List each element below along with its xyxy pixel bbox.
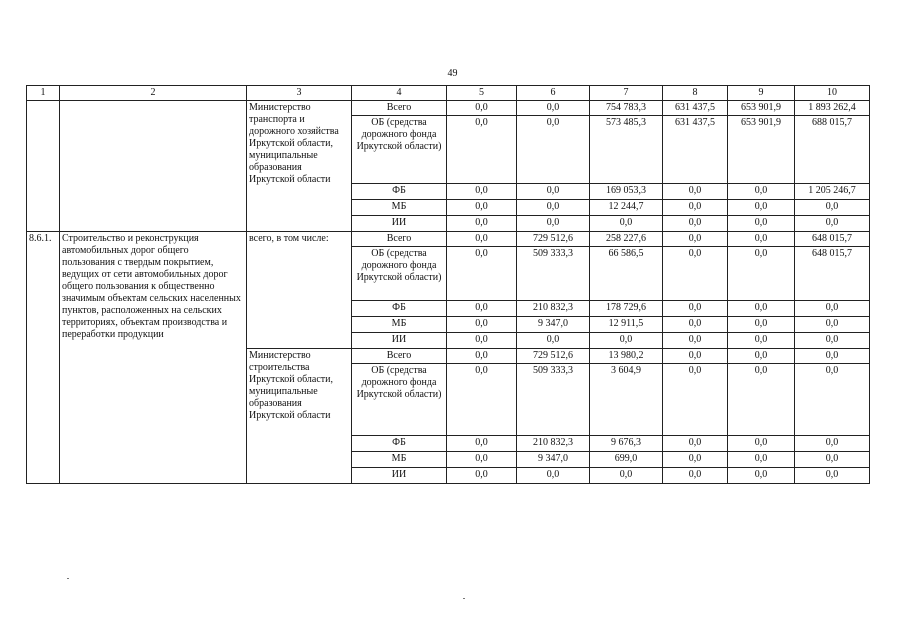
value-cell: 0,0 xyxy=(447,184,517,200)
value-cell: 0,0 xyxy=(795,301,870,317)
value-cell: 0,0 xyxy=(663,436,728,452)
value-cell: 0,0 xyxy=(795,333,870,349)
value-cell: 631 437,5 xyxy=(663,116,728,184)
value-cell: 0,0 xyxy=(795,468,870,484)
value-cell: 0,0 xyxy=(447,101,517,116)
value-cell: 0,0 xyxy=(447,116,517,184)
value-cell: 0,0 xyxy=(447,317,517,333)
value-cell: 0,0 xyxy=(728,301,795,317)
value-cell: 0,0 xyxy=(795,364,870,436)
value-cell: 631 437,5 xyxy=(663,101,728,116)
executor-cell: Министерство транспорта и дорожного хозяйства Иркутской области, муниципальные образования Иркутской области xyxy=(247,101,352,232)
value-cell: 210 832,3 xyxy=(517,436,590,452)
value-cell: 509 333,3 xyxy=(517,364,590,436)
value-cell: 0,0 xyxy=(447,333,517,349)
funding-source: МБ xyxy=(352,200,447,216)
value-cell: 0,0 xyxy=(728,468,795,484)
value-cell: 653 901,9 xyxy=(728,116,795,184)
value-cell: 0,0 xyxy=(663,333,728,349)
value-cell: 0,0 xyxy=(447,436,517,452)
value-cell: 509 333,3 xyxy=(517,247,590,301)
value-cell: 0,0 xyxy=(728,452,795,468)
value-cell: 648 015,7 xyxy=(795,232,870,247)
value-cell: 0,0 xyxy=(663,200,728,216)
value-cell: 0,0 xyxy=(663,349,728,364)
value-cell: 0,0 xyxy=(663,247,728,301)
value-cell: 0,0 xyxy=(447,349,517,364)
value-cell: 0,0 xyxy=(517,200,590,216)
executor-cell: Министерство строительства Иркутской области, муниципальные образования Иркутской области xyxy=(247,349,352,484)
funding-source: ФБ xyxy=(352,184,447,200)
table-row xyxy=(27,101,870,116)
value-cell: 9 676,3 xyxy=(590,436,663,452)
value-cell: 0,0 xyxy=(447,247,517,301)
value-cell: 0,0 xyxy=(447,364,517,436)
col-header: 7 xyxy=(590,86,663,101)
value-cell: 0,0 xyxy=(728,349,795,364)
value-cell: 0,0 xyxy=(663,452,728,468)
value-cell: 0,0 xyxy=(517,216,590,232)
header-row xyxy=(27,86,870,101)
col-header: 1 xyxy=(27,86,60,101)
value-cell: 9 347,0 xyxy=(517,317,590,333)
value-cell: 0,0 xyxy=(447,232,517,247)
value-cell: 0,0 xyxy=(795,200,870,216)
program-funding-table xyxy=(26,85,870,484)
value-cell: 210 832,3 xyxy=(517,301,590,317)
scan-speck xyxy=(463,598,465,599)
value-cell: 0,0 xyxy=(728,184,795,200)
value-cell: 1 205 246,7 xyxy=(795,184,870,200)
funding-source: Всего xyxy=(352,349,447,364)
value-cell: 0,0 xyxy=(663,301,728,317)
funding-source: Всего xyxy=(352,232,447,247)
col-header: 4 xyxy=(352,86,447,101)
value-cell: 0,0 xyxy=(728,247,795,301)
value-cell: 0,0 xyxy=(663,184,728,200)
value-cell: 648 015,7 xyxy=(795,247,870,301)
funding-source: МБ xyxy=(352,317,447,333)
value-cell: 653 901,9 xyxy=(728,101,795,116)
value-cell: 0,0 xyxy=(663,216,728,232)
value-cell: 12 244,7 xyxy=(590,200,663,216)
value-cell: 699,0 xyxy=(590,452,663,468)
funding-source: ФБ xyxy=(352,301,447,317)
value-cell: 13 980,2 xyxy=(590,349,663,364)
value-cell: 729 512,6 xyxy=(517,232,590,247)
value-cell: 0,0 xyxy=(728,436,795,452)
value-cell: 0,0 xyxy=(447,468,517,484)
value-cell: 178 729,6 xyxy=(590,301,663,317)
value-cell: 0,0 xyxy=(590,468,663,484)
funding-source: ИИ xyxy=(352,468,447,484)
value-cell: 729 512,6 xyxy=(517,349,590,364)
value-cell: 0,0 xyxy=(663,317,728,333)
table-body xyxy=(27,86,870,484)
value-cell: 0,0 xyxy=(728,364,795,436)
funding-source: ОБ (средства дорожного фонда Иркутской области) xyxy=(352,364,447,436)
value-cell: 0,0 xyxy=(663,468,728,484)
col-header: 2 xyxy=(60,86,247,101)
value-cell: 1 893 262,4 xyxy=(795,101,870,116)
value-cell: 0,0 xyxy=(517,184,590,200)
funding-source: ИИ xyxy=(352,333,447,349)
col-header: 8 xyxy=(663,86,728,101)
scan-speck xyxy=(67,578,69,579)
measure-name-empty xyxy=(60,101,247,232)
value-cell: 0,0 xyxy=(728,216,795,232)
value-cell: 0,0 xyxy=(728,333,795,349)
executor-cell: всего, в том числе: xyxy=(247,232,352,349)
col-header: 3 xyxy=(247,86,352,101)
value-cell: 0,0 xyxy=(447,301,517,317)
value-cell: 688 015,7 xyxy=(795,116,870,184)
value-cell: 0,0 xyxy=(447,452,517,468)
value-cell: 754 783,3 xyxy=(590,101,663,116)
value-cell: 0,0 xyxy=(728,317,795,333)
row-number: 8.6.1. xyxy=(27,232,60,484)
value-cell: 0,0 xyxy=(447,216,517,232)
value-cell: 3 604,9 xyxy=(590,364,663,436)
value-cell: 0,0 xyxy=(795,216,870,232)
value-cell: 0,0 xyxy=(517,468,590,484)
value-cell: 0,0 xyxy=(590,216,663,232)
value-cell: 0,0 xyxy=(663,364,728,436)
value-cell: 12 911,5 xyxy=(590,317,663,333)
value-cell: 169 053,3 xyxy=(590,184,663,200)
value-cell: 573 485,3 xyxy=(590,116,663,184)
col-header: 5 xyxy=(447,86,517,101)
page-number: 49 xyxy=(447,68,458,79)
value-cell: 0,0 xyxy=(795,436,870,452)
value-cell: 0,0 xyxy=(517,116,590,184)
value-cell: 0,0 xyxy=(663,232,728,247)
value-cell: 0,0 xyxy=(517,333,590,349)
value-cell: 66 586,5 xyxy=(590,247,663,301)
col-header: 9 xyxy=(728,86,795,101)
measure-name: Строительство и реконструкция автомобильных дорог общего пользования с твердым покрытием, ведущих от сети автомобильных дорог общего пользования к общественно значимым объектам сельских населенных пунктов, расположенных на сельских территориях, объектам производства и переработки продукции xyxy=(60,232,247,484)
value-cell: 0,0 xyxy=(517,101,590,116)
funding-source: ФБ xyxy=(352,436,447,452)
funding-source: ОБ (средства дорожного фонда Иркутской области) xyxy=(352,247,447,301)
table-row xyxy=(27,232,870,247)
value-cell: 0,0 xyxy=(795,349,870,364)
funding-source: МБ xyxy=(352,452,447,468)
value-cell: 0,0 xyxy=(795,317,870,333)
value-cell: 0,0 xyxy=(728,232,795,247)
value-cell: 0,0 xyxy=(590,333,663,349)
funding-source: Всего xyxy=(352,101,447,116)
value-cell: 0,0 xyxy=(795,452,870,468)
value-cell: 9 347,0 xyxy=(517,452,590,468)
value-cell: 0,0 xyxy=(447,200,517,216)
value-cell: 0,0 xyxy=(728,200,795,216)
value-cell: 258 227,6 xyxy=(590,232,663,247)
col-header: 10 xyxy=(795,86,870,101)
row-number-empty xyxy=(27,101,60,232)
funding-source: ИИ xyxy=(352,216,447,232)
col-header: 6 xyxy=(517,86,590,101)
funding-source: ОБ (средства дорожного фонда Иркутской области) xyxy=(352,116,447,184)
